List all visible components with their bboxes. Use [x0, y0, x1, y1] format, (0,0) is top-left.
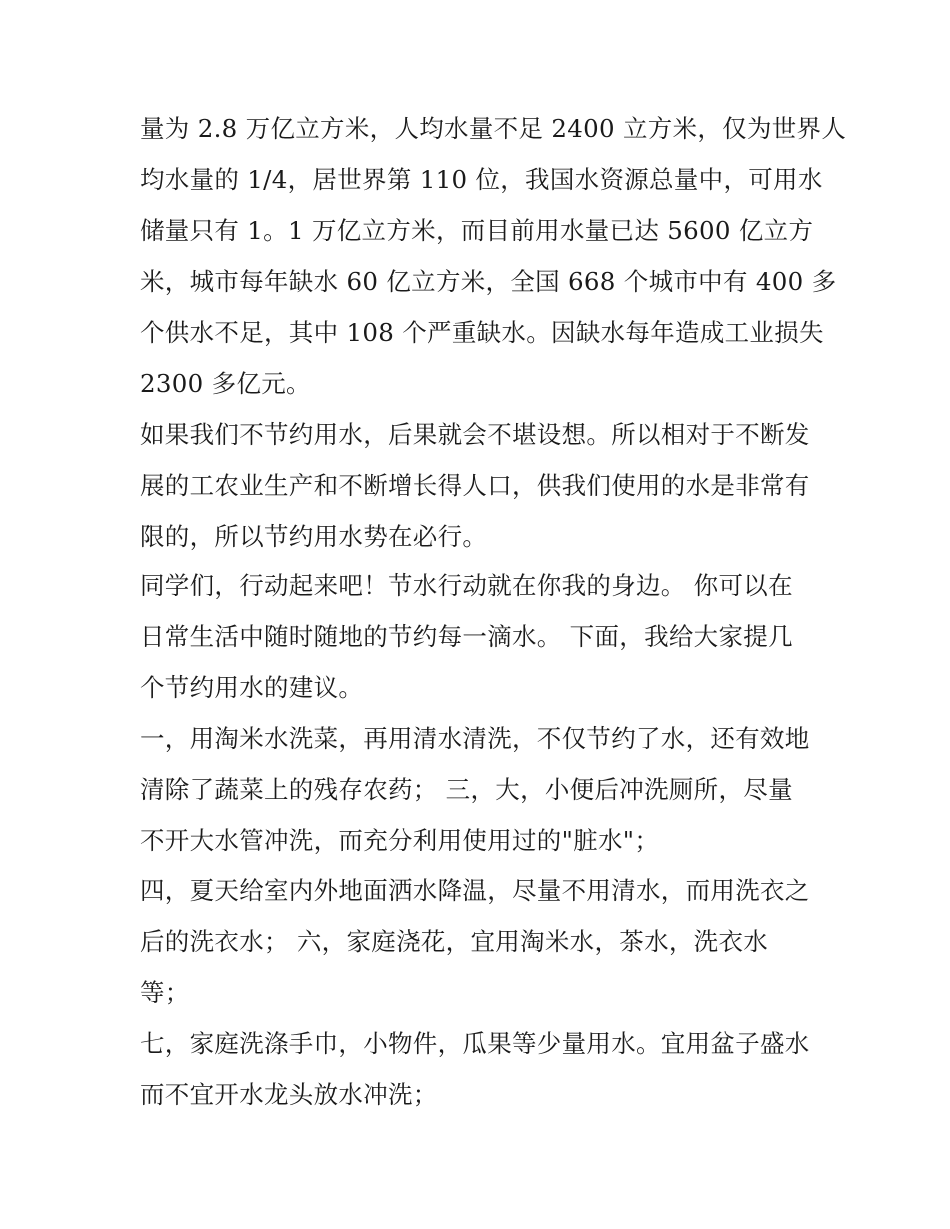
text-line: 不开大水管冲洗，而充分利用使用过的"脏水"； [140, 826, 660, 855]
text-line: 限的，所以节约用水势在必行。 [140, 522, 488, 551]
text-line: 后的洗衣水； 六，家庭浇花，宜用淘米水，茶水，洗衣水 [140, 927, 769, 956]
text-line: 同学们，行动起来吧！节水行动就在你我的身边。 你可以在 [140, 571, 793, 600]
text-line: 展的工农业生产和不断增长得人口，供我们使用的水是非常有 [140, 471, 810, 500]
text-line: 日常生活中随时随地的节约每一滴水。 下面，我给大家提几 [140, 622, 793, 651]
text-line: 等； [140, 978, 190, 1007]
text-line: 储量只有 1。1 万亿立方米，而目前用水量已达 5600 亿立方 [140, 216, 814, 245]
text-line: 如果我们不节约用水，后果就会不堪设想。所以相对于不断发 [140, 420, 810, 449]
text-line: 而不宜开水龙头放水冲洗； [140, 1080, 438, 1109]
text-line: 个节约用水的建议。 [140, 673, 364, 702]
text-line: 量为 2.8 万亿立方米，人均水量不足 2400 立方米，仅为世界人 [140, 114, 847, 143]
text-line: 个供水不足，其中 108 个严重缺水。因缺水每年造成工业损失 [140, 318, 824, 347]
text-line: 清除了蔬菜上的残存农药； 三，大，小便后冲洗厕所，尽量 [140, 775, 793, 804]
text-line: 一，用淘米水洗菜，再用清水清洗，不仅节约了水，还有效地 [140, 724, 810, 753]
text-line: 2300 多亿元。 [140, 369, 311, 398]
text-line: 四，夏天给室内外地面洒水降温，尽量不用清水，而用洗衣之 [140, 876, 810, 905]
text-line: 均水量的 1/4，居世界第 110 位，我国水资源总量中，可用水 [140, 165, 823, 194]
text-line: 七，家庭洗涤手巾，小物件，瓜果等少量用水。宜用盆子盛水 [140, 1029, 810, 1058]
text-line: 米，城市每年缺水 60 亿立方米，全国 668 个城市中有 400 多 [140, 267, 837, 296]
